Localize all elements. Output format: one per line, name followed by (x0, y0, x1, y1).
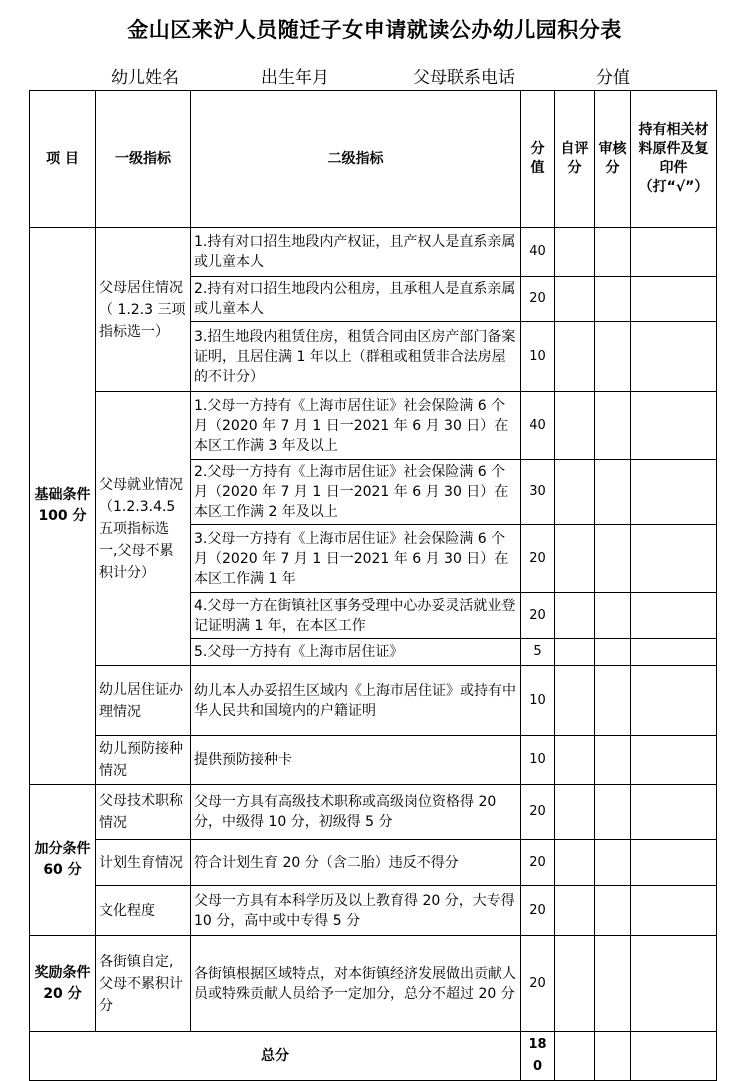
points-cell: 20 (521, 886, 555, 936)
points-cell: 40 (521, 392, 555, 460)
materials-cell[interactable] (631, 525, 717, 593)
section-reward: 奖励条件 20 分 (30, 936, 96, 1032)
self-score-cell[interactable] (555, 785, 595, 840)
level2-item: 父母一方具有本科学历及以上教育得 20 分，大专得 10 分，高中或中专得 5 分 (191, 886, 521, 936)
self-score-cell[interactable] (555, 639, 595, 666)
self-score-cell[interactable] (555, 228, 595, 277)
points-cell: 20 (521, 936, 555, 1032)
materials-cell[interactable] (631, 840, 717, 886)
self-score-cell[interactable] (555, 886, 595, 936)
level2-item: 符合计划生育 20 分（含二胎）违反不得分 (191, 840, 521, 886)
review-cell[interactable] (595, 886, 631, 936)
materials-cell[interactable] (631, 277, 717, 322)
points-cell: 20 (521, 785, 555, 840)
header-item: 项 目 (30, 91, 96, 228)
points-cell: 10 (521, 666, 555, 736)
materials-cell[interactable] (631, 228, 717, 277)
review-cell[interactable] (595, 840, 631, 886)
self-score-cell[interactable] (555, 666, 595, 736)
materials-cell[interactable] (631, 392, 717, 460)
materials-cell[interactable] (631, 666, 717, 736)
review-cell[interactable] (595, 593, 631, 639)
materials-cell[interactable] (631, 936, 717, 1032)
level1-family-planning: 计划生育情况 (96, 840, 191, 886)
level2-item: 幼儿本人办妥招生区域内《上海市居住证》或持有中华人民共和国境内的户籍证明 (191, 666, 521, 736)
level1-town-custom: 各街镇自定,父母不累积计分 (96, 936, 191, 1032)
header-review: 审核分 (595, 91, 631, 228)
table-row (30, 228, 717, 277)
materials-cell[interactable] (631, 785, 717, 840)
level1-parent-employment: 父母就业情况（1.2.3.4.5 五项指标选一,父母不累积计分） (96, 392, 191, 666)
total-materials-cell[interactable] (631, 1032, 717, 1081)
points-cell: 30 (521, 460, 555, 525)
level1-child-permit: 幼儿居住证办理情况 (96, 666, 191, 736)
materials-cell[interactable] (631, 460, 717, 525)
review-cell[interactable] (595, 277, 631, 322)
level2-item: 4.父母一方在街镇社区事务受理中心办妥灵活就业登记证明满 1 年，在本区工作 (191, 593, 521, 639)
materials-cell[interactable] (631, 886, 717, 936)
review-cell[interactable] (595, 392, 631, 460)
level2-item: 2.父母一方持有《上海市居住证》社会保险满 6 个月（2020 年 7 月 1 日一2021 年 6 月 30 日）在本区工作满 2 年及以上 (191, 460, 521, 525)
header-level1: 一级指标 (96, 91, 191, 228)
level2-item: 1.持有对口招生地段内产权证，且产权人是直系亲属或儿童本人 (191, 228, 521, 277)
header-materials: 持有相关材料原件及复印件（打“√”） (631, 91, 717, 228)
materials-cell[interactable] (631, 322, 717, 392)
level2-item: 父母一方具有高级技术职称或高级岗位资格得 20 分，中级得 10 分，初级得 5 分 (191, 785, 521, 840)
points-cell: 20 (521, 840, 555, 886)
score-table (29, 90, 717, 1081)
self-score-cell[interactable] (555, 460, 595, 525)
header-self-score: 自评分 (555, 91, 595, 228)
points-cell: 10 (521, 322, 555, 392)
materials-cell[interactable] (631, 736, 717, 785)
table-row (30, 666, 717, 736)
points-cell: 5 (521, 639, 555, 666)
level2-item: 3.招生地段内租赁住房，租赁合同由区房产部门备案证明，且居住满 1 年以上（群租或租赁非合法房屋的不计分） (191, 322, 521, 392)
review-cell[interactable] (595, 785, 631, 840)
section-basic: 基础条件 100 分 (30, 228, 96, 785)
total-self-score-cell[interactable] (555, 1032, 595, 1081)
header-row (30, 91, 717, 228)
level1-education: 文化程度 (96, 886, 191, 936)
self-score-cell[interactable] (555, 736, 595, 785)
page-title: 金山区来沪人员随迁子女申请就读公办幼儿园积分表 (127, 18, 622, 42)
birth-label: 出生年月 (261, 68, 329, 88)
level1-child-vaccine: 幼儿预防接种情况 (96, 736, 191, 785)
materials-cell[interactable] (631, 593, 717, 639)
review-cell[interactable] (595, 666, 631, 736)
points-cell: 20 (521, 525, 555, 593)
table-row (30, 392, 717, 460)
review-cell[interactable] (595, 460, 631, 525)
table-row (30, 936, 717, 1032)
self-score-cell[interactable] (555, 936, 595, 1032)
points-cell: 20 (521, 277, 555, 322)
review-cell[interactable] (595, 525, 631, 593)
score-label: 分值 (596, 68, 630, 88)
table-row (30, 886, 717, 936)
review-cell[interactable] (595, 736, 631, 785)
level2-item: 各街镇根据区域特点，对本街镇经济发展做出贡献人员或特殊贡献人员给予一定加分，总分不超过 20 分 (191, 936, 521, 1032)
materials-cell[interactable] (631, 639, 717, 666)
table-row (30, 736, 717, 785)
total-points: 180 (521, 1032, 555, 1081)
review-cell[interactable] (595, 639, 631, 666)
level2-item: 提供预防接种卡 (191, 736, 521, 785)
level2-item: 3.父母一方持有《上海市居住证》社会保险满 6 个月（2020 年 7 月 1 日一2021 年 6 月 30 日）在本区工作满 1 年 (191, 525, 521, 593)
review-cell[interactable] (595, 228, 631, 277)
review-cell[interactable] (595, 322, 631, 392)
level2-item: 2.持有对口招生地段内公租房，且承租人是直系亲属或儿童本人 (191, 277, 521, 322)
self-score-cell[interactable] (555, 392, 595, 460)
total-label: 总分 (30, 1032, 521, 1081)
info-line (0, 63, 749, 87)
self-score-cell[interactable] (555, 840, 595, 886)
total-review-cell[interactable] (595, 1032, 631, 1081)
table-row (30, 785, 717, 840)
points-cell: 10 (521, 736, 555, 785)
points-cell: 40 (521, 228, 555, 277)
review-cell[interactable] (595, 936, 631, 1032)
self-score-cell[interactable] (555, 277, 595, 322)
phone-label: 父母联系电话 (413, 68, 515, 88)
table-row (30, 840, 717, 886)
level2-item: 5.父母一方持有《上海市居住证》 (191, 639, 521, 666)
section-bonus: 加分条件 60 分 (30, 785, 96, 936)
level1-parent-title: 父母技术职称情况 (96, 785, 191, 840)
points-cell: 20 (521, 593, 555, 639)
self-score-cell[interactable] (555, 593, 595, 639)
self-score-cell[interactable] (555, 322, 595, 392)
level2-item: 1.父母一方持有《上海市居住证》社会保险满 6 个月（2020 年 7 月 1 日一2021 年 6 月 30 日）在本区工作满 3 年及以上 (191, 392, 521, 460)
header-points: 分值 (521, 91, 555, 228)
header-level2: 二级指标 (191, 91, 521, 228)
total-row (30, 1032, 717, 1081)
child-name-label: 幼儿姓名 (111, 68, 179, 88)
level1-parent-residence: 父母居住情况（ 1.2.3 三项指标选一） (96, 228, 191, 392)
self-score-cell[interactable] (555, 525, 595, 593)
